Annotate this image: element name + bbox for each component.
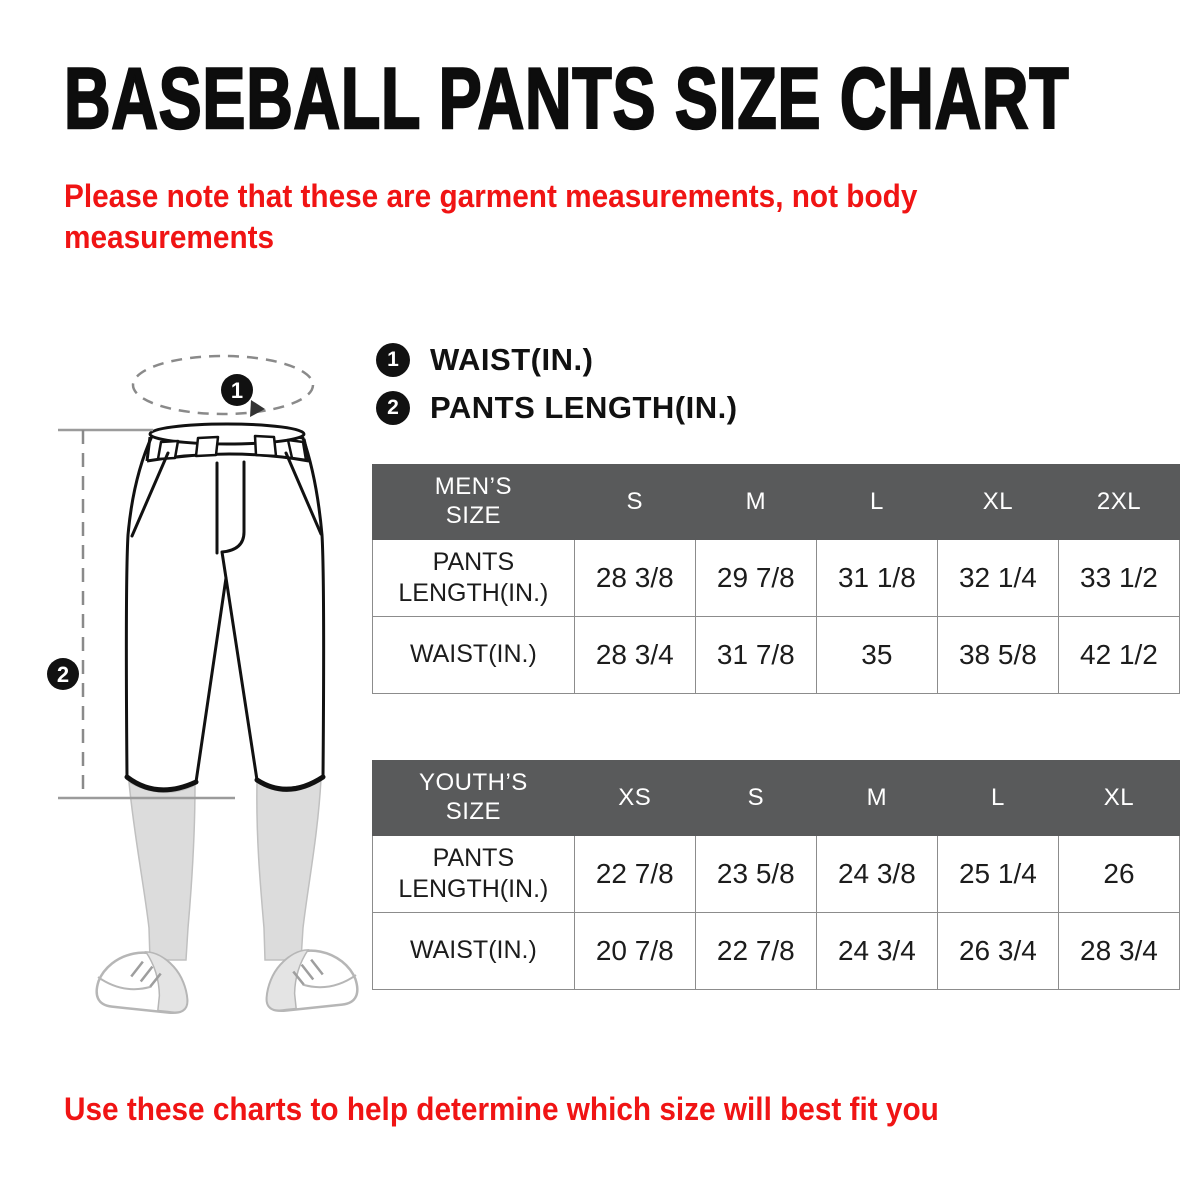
legend-item-pants-length	[376, 390, 738, 426]
col-header-m: M	[816, 761, 937, 836]
pants-illustration	[20, 330, 380, 1030]
col-header-xl: XL	[937, 465, 1058, 540]
size-value: 22 7/8	[574, 836, 695, 913]
col-header-2xl: 2XL	[1058, 465, 1179, 540]
size-value: 24 3/8	[816, 836, 937, 913]
col-header-s: S	[574, 465, 695, 540]
size-value: 32 1/4	[937, 540, 1058, 617]
waist-measure-arrow	[250, 400, 265, 417]
youth-header-row	[373, 761, 1180, 836]
col-header-xl: XL	[1058, 761, 1179, 836]
size-value: 23 5/8	[695, 836, 816, 913]
row-label: WAIST(IN.)	[373, 617, 575, 694]
measurement-legend	[376, 342, 738, 426]
col-header-l: L	[937, 761, 1058, 836]
youth-pants-length-row	[373, 836, 1180, 913]
legend-label-pants-length: PANTS LENGTH(IN.)	[430, 390, 738, 425]
legend-item-waist	[376, 342, 738, 378]
size-value: 24 3/4	[816, 913, 937, 990]
mens-size-table	[372, 464, 1180, 694]
youth-table-title: YOUTH’S SIZE	[373, 761, 575, 836]
col-header-m: M	[695, 465, 816, 540]
page-title: BASEBALL PANTS SIZE CHART	[64, 51, 1070, 147]
col-header-s: S	[695, 761, 816, 836]
col-header-l: L	[816, 465, 937, 540]
youth-size-table	[372, 760, 1180, 990]
size-value: 25 1/4	[937, 836, 1058, 913]
mens-pants-length-row	[373, 540, 1180, 617]
length-marker-number: 2	[56, 662, 70, 687]
fit-advice-note: Use these charts to help determine which size will best fit you	[64, 1091, 939, 1127]
size-value: 26	[1058, 836, 1179, 913]
size-value: 26 3/4	[937, 913, 1058, 990]
row-label: PANTS LENGTH(IN.)	[373, 836, 575, 913]
youth-waist-row	[373, 913, 1180, 990]
size-value: 31 7/8	[695, 617, 816, 694]
col-header-xs: XS	[574, 761, 695, 836]
pants-diagram	[20, 330, 380, 1030]
left-sock	[129, 782, 195, 960]
size-value: 31 1/8	[816, 540, 937, 617]
size-value: 28 3/4	[1058, 913, 1179, 990]
size-value: 20 7/8	[574, 913, 695, 990]
legend-label-waist: WAIST(IN.)	[430, 342, 594, 377]
mens-waist-row	[373, 617, 1180, 694]
garment-measurement-note: Please note that these are garment measurements, not body measurements	[64, 178, 918, 255]
size-value: 22 7/8	[695, 913, 816, 990]
legend-badge-2: 2	[376, 391, 410, 425]
waist-marker-number: 1	[230, 378, 244, 403]
mens-header-row	[373, 465, 1180, 540]
size-value: 28 3/4	[574, 617, 695, 694]
size-value: 29 7/8	[695, 540, 816, 617]
mens-table-title: MEN’S SIZE	[373, 465, 575, 540]
row-label: PANTS LENGTH(IN.)	[373, 540, 575, 617]
size-value: 38 5/8	[937, 617, 1058, 694]
size-value: 33 1/2	[1058, 540, 1179, 617]
legend-badge-1: 1	[376, 343, 410, 377]
size-value: 28 3/8	[574, 540, 695, 617]
right-sock	[257, 779, 321, 960]
size-value: 35	[816, 617, 937, 694]
size-value: 42 1/2	[1058, 617, 1179, 694]
row-label: WAIST(IN.)	[373, 913, 575, 990]
